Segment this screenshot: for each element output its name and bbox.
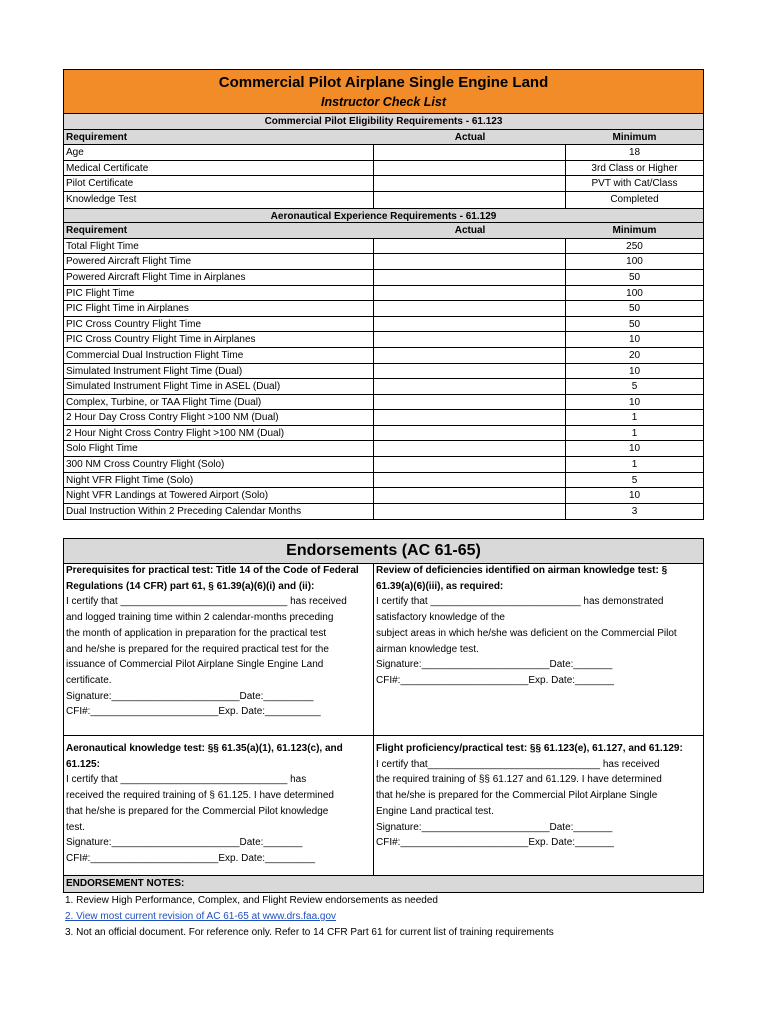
minimum-cell: 5 — [631, 474, 638, 486]
requirement-cell: PIC Flight Time — [64, 286, 374, 301]
minimum-cell: Completed — [610, 193, 659, 205]
minimum-cell: 50 — [628, 303, 641, 315]
knowledge-endorsement — [64, 741, 373, 867]
endorsement-line: the required training of §§ 61.127 and 61.129. I have determined — [376, 774, 662, 786]
requirement-cell: Dual Instruction Within 2 Preceding Calendar Months — [64, 504, 374, 520]
minimum-cell: 100 — [626, 287, 643, 299]
title-banner — [64, 70, 703, 114]
endorsement-line: CFI#:_______________________Exp. Date:_______ — [376, 674, 614, 686]
minimum-cell: 5 — [631, 381, 638, 393]
requirement-cell: Simulated Instrument Flight Time in ASEL (Dual) — [64, 379, 374, 394]
minimum-cell: 18 — [628, 147, 641, 159]
minimum-cell: 10 — [628, 396, 641, 408]
knowledge-body — [66, 772, 371, 866]
actual-input-cell[interactable] — [374, 410, 566, 425]
note-2 — [63, 909, 704, 925]
endorsement-line: CFI#:_______________________Exp. Date:_________ — [66, 852, 316, 864]
instructor-checklist-table — [63, 69, 704, 520]
table-row — [64, 488, 703, 504]
endorsement-line: Engine Land practical test. — [376, 805, 494, 817]
actual-input-cell[interactable] — [374, 332, 566, 347]
minimum-cell: 1 — [631, 427, 638, 439]
table-row — [64, 332, 703, 348]
requirement-cell: Night VFR Flight Time (Solo) — [64, 473, 374, 488]
prereq-heading-1: Prerequisites for practical test: Title 14 of the Code of Federal — [66, 565, 359, 576]
table-row — [64, 473, 703, 489]
actual-input-cell[interactable] — [374, 286, 566, 301]
actual-input-cell[interactable] — [374, 270, 566, 285]
actual-input-cell[interactable] — [374, 317, 566, 332]
eligibility-rows — [64, 145, 703, 207]
minimum-cell: 50 — [628, 318, 641, 330]
table-row — [64, 441, 703, 457]
table-row — [64, 176, 703, 192]
deficiency-endorsement — [374, 563, 705, 689]
prereq-heading-2: Regulations (14 CFR) part 61, § 61.39(a)(6)(i) and (ii): — [66, 580, 315, 592]
requirement-cell: 2 Hour Night Cross Contry Flight >100 NM (Dual) — [64, 426, 374, 441]
prereq-endorsement — [64, 563, 373, 720]
table-row — [64, 192, 703, 208]
endorsement-line: the month of application in preparation for the practical test — [66, 627, 327, 639]
actual-input-cell[interactable] — [374, 441, 566, 456]
minimum-cell: 10 — [628, 365, 641, 377]
endorsement-notes — [63, 876, 704, 941]
actual-input-cell[interactable] — [374, 161, 566, 176]
minimum-cell: 10 — [628, 334, 641, 346]
endorsement-line: I certify that ______________________________ has received — [66, 596, 347, 608]
deficiency-heading-2: 61.39(a)(6)(iii), as required: — [376, 580, 504, 592]
endorsement-line: subject areas in which he/she was deficient on the Commercial Pilot — [376, 627, 677, 639]
actual-input-cell[interactable] — [374, 473, 566, 488]
minimum-cell: 1 — [631, 412, 638, 424]
minimum-cell: PVT with Cat/Class — [591, 178, 678, 190]
endorsements-box — [63, 538, 704, 876]
experience-section-title: Aeronautical Experience Requirements - 61.129 — [64, 208, 703, 224]
col-actual: Actual — [454, 131, 486, 143]
knowledge-heading-2: 61.125: — [66, 758, 100, 770]
requirement-cell: Commercial Dual Instruction Flight Time — [64, 348, 374, 363]
note-1: 1. Review High Performance, Complex, and Flight Review endorsements as needed — [65, 895, 438, 906]
requirement-cell: Powered Aircraft Flight Time in Airplanes — [64, 270, 374, 285]
minimum-cell: 20 — [628, 349, 641, 361]
experience-header-row — [64, 223, 703, 239]
actual-input-cell[interactable] — [374, 457, 566, 472]
requirement-cell: Pilot Certificate — [64, 176, 374, 191]
requirement-cell: Medical Certificate — [64, 161, 374, 176]
experience-rows — [64, 239, 703, 520]
prereq-body — [66, 594, 371, 720]
endorsement-line: I certify that ______________________________ has — [66, 774, 307, 786]
requirement-cell: Complex, Turbine, or TAA Flight Time (Dual) — [64, 395, 374, 410]
endorsement-line: that he/she is prepared for the Commercial Pilot knowledge — [66, 805, 329, 817]
col-requirement: Requirement — [66, 225, 128, 237]
table-row — [64, 457, 703, 473]
row-divider — [64, 735, 703, 736]
actual-input-cell[interactable] — [374, 426, 566, 441]
endorsement-line: CFI#:_______________________Exp. Date:__________ — [66, 706, 321, 718]
table-row — [64, 301, 703, 317]
minimum-cell: 3 — [631, 505, 638, 517]
endorsement-line: CFI#:_______________________Exp. Date:_______ — [376, 837, 614, 849]
notes-heading: ENDORSEMENT NOTES: — [63, 876, 704, 893]
table-row — [64, 145, 703, 161]
actual-input-cell[interactable] — [374, 239, 566, 254]
col-minimum: Minimum — [612, 225, 657, 237]
endorsement-line: that he/she is prepared for the Commercial Pilot Airplane Single — [376, 790, 658, 802]
actual-input-cell[interactable] — [374, 348, 566, 363]
requirement-cell: 2 Hour Day Cross Contry Flight >100 NM (Dual) — [64, 410, 374, 425]
table-row — [64, 379, 703, 395]
proficiency-heading: Flight proficiency/practical test: §§ 61.123(e), 61.127, and 61.129: — [376, 743, 683, 754]
table-row — [64, 254, 703, 270]
note-3: 3. Not an official document. For reference only. Refer to 14 CFR Part 61 for current list of training requirements — [65, 927, 554, 938]
table-row — [64, 317, 703, 333]
endorsement-line: Signature:_______________________Date:_______ — [376, 821, 613, 833]
actual-input-cell[interactable] — [374, 364, 566, 379]
table-row — [64, 395, 703, 411]
actual-input-cell[interactable] — [374, 145, 566, 160]
actual-input-cell[interactable] — [374, 395, 566, 410]
table-row — [64, 239, 703, 255]
requirement-cell: PIC Cross Country Flight Time in Airplanes — [64, 332, 374, 347]
requirement-cell: Simulated Instrument Flight Time (Dual) — [64, 364, 374, 379]
requirement-cell: 300 NM Cross Country Flight (Solo) — [64, 457, 374, 472]
endorsement-line: satisfactory knowledge of the — [376, 612, 505, 624]
endorsement-line: and logged training time within 2 calendar-months preceding — [66, 612, 334, 624]
minimum-cell: 10 — [628, 490, 641, 502]
requirement-cell: Total Flight Time — [64, 239, 374, 254]
endorsement-line: and he/she is prepared for the required practical test for the — [66, 643, 329, 655]
endorsement-line: Signature:_______________________Date:_______ — [66, 837, 303, 849]
actual-input-cell[interactable] — [374, 254, 566, 269]
requirement-cell: Night VFR Landings at Towered Airport (Solo) — [64, 488, 374, 503]
table-row — [64, 270, 703, 286]
endorsement-line: issuance of Commercial Pilot Airplane Single Engine Land — [66, 659, 324, 671]
requirement-cell: PIC Cross Country Flight Time — [64, 317, 374, 332]
table-row — [64, 410, 703, 426]
minimum-cell: 1 — [631, 459, 638, 471]
endorsement-line: I certify that ___________________________ has demonstrated — [376, 596, 664, 608]
table-row — [64, 161, 703, 177]
minimum-cell: 50 — [628, 271, 641, 283]
page-title: Commercial Pilot Airplane Single Engine Land — [218, 74, 549, 91]
actual-input-cell[interactable] — [374, 301, 566, 316]
col-actual: Actual — [454, 225, 486, 237]
actual-input-cell[interactable] — [374, 504, 566, 520]
proficiency-body — [376, 757, 703, 851]
endorsement-line: certificate. — [66, 674, 112, 686]
actual-input-cell[interactable] — [374, 488, 566, 503]
requirement-cell: Solo Flight Time — [64, 441, 374, 456]
page-subtitle: Instructor Check List — [320, 95, 447, 109]
requirement-cell: Age — [64, 145, 374, 160]
endorsement-line: Signature:_______________________Date:_______ — [376, 659, 613, 671]
table-row — [64, 364, 703, 380]
eligibility-section-title: Commercial Pilot Eligibility Requirements - 61.123 — [64, 114, 703, 130]
minimum-cell: 3rd Class or Higher — [591, 162, 678, 174]
eligibility-header-row — [64, 130, 703, 146]
col-requirement: Requirement — [66, 131, 128, 143]
endorsement-line: airman knowledge test. — [376, 643, 479, 655]
minimum-cell: 100 — [626, 256, 643, 268]
endorsement-line: received the required training of § 61.125. I have determined — [66, 790, 334, 802]
minimum-cell: 10 — [628, 443, 641, 455]
minimum-cell: 250 — [626, 240, 643, 252]
proficiency-endorsement — [374, 741, 705, 851]
endorsement-line: test. — [66, 821, 85, 833]
endorsement-line: Signature:_______________________Date:_________ — [66, 690, 314, 702]
deficiency-body — [376, 594, 703, 688]
col-minimum: Minimum — [612, 131, 657, 143]
ac-61-65-link[interactable]: 2. View most current revision of AC 61-65 at www.drs.faa.gov — [65, 911, 337, 922]
requirement-cell: Powered Aircraft Flight Time — [64, 254, 374, 269]
knowledge-heading-1: Aeronautical knowledge test: §§ 61.35(a)(1), 61.123(c), and — [66, 743, 343, 754]
table-row — [64, 426, 703, 442]
endorsement-line: I certify that_______________________________ has received — [376, 758, 660, 770]
requirement-cell: PIC Flight Time in Airplanes — [64, 301, 374, 316]
deficiency-heading-1: Review of deficiencies identified on airman knowledge test: § — [376, 565, 668, 576]
table-row — [64, 504, 703, 520]
actual-input-cell[interactable] — [374, 176, 566, 191]
actual-input-cell[interactable] — [374, 192, 566, 208]
table-row — [64, 348, 703, 364]
actual-input-cell[interactable] — [374, 379, 566, 394]
endorsements-title: Endorsements (AC 61-65) — [64, 539, 703, 564]
table-row — [64, 286, 703, 302]
requirement-cell: Knowledge Test — [64, 192, 374, 208]
